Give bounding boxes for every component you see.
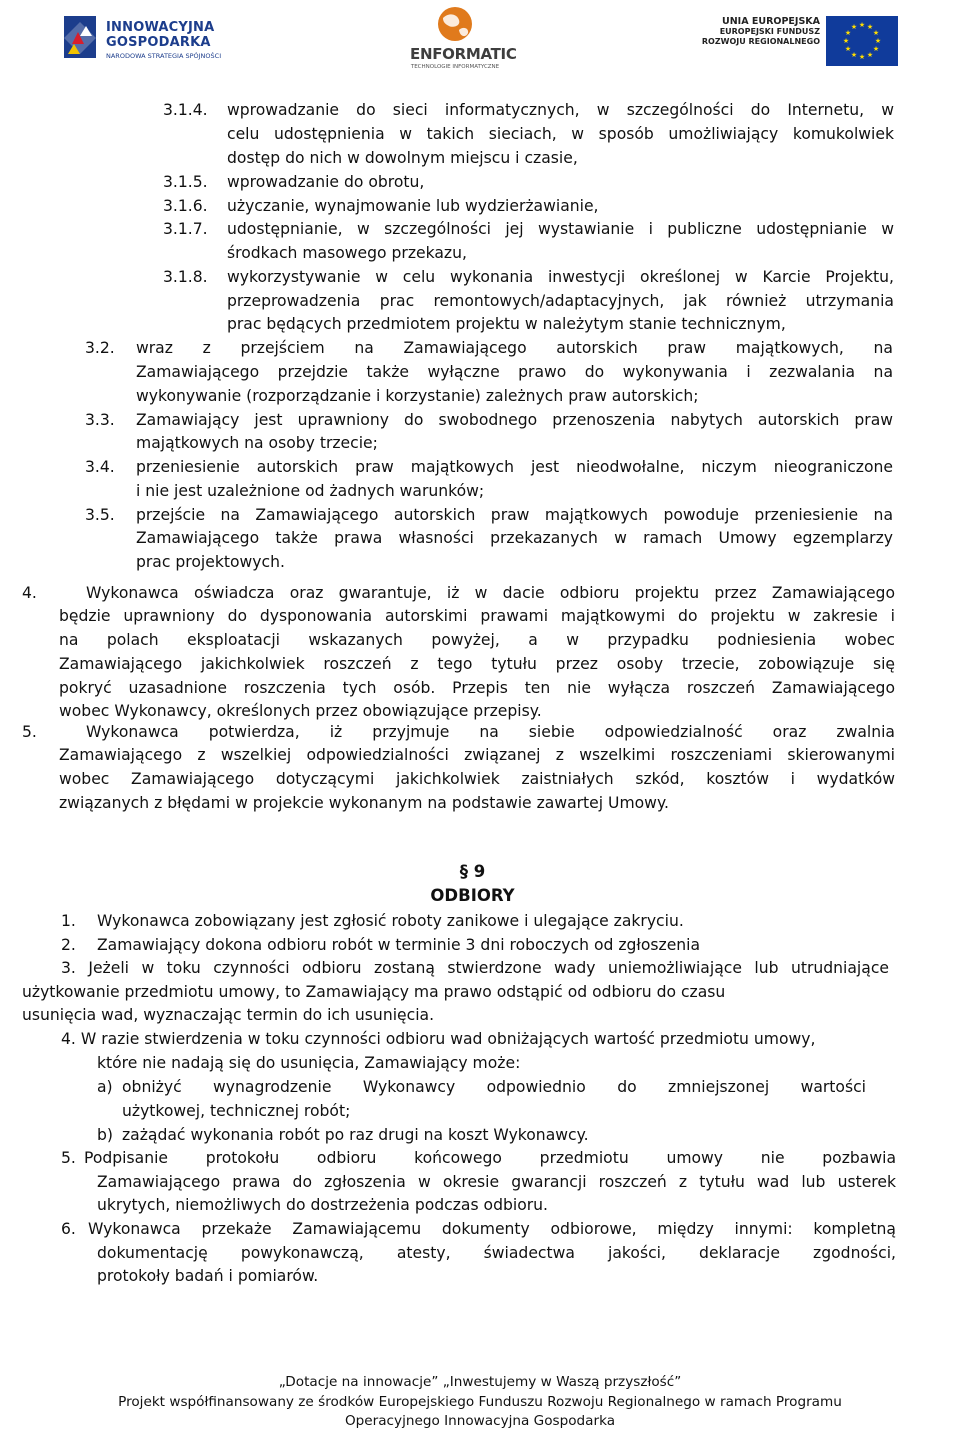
innowacyjna-gospodarka-logo: [60, 10, 230, 66]
svg-text:★: ★: [874, 37, 882, 45]
item-3-1-5-label: 3.1.5.: [163, 173, 208, 191]
ig-logo-line3: NARODOWA STRATEGIA SPÓJNOŚCI: [106, 52, 222, 60]
clause-4-line2: będzie uprawniony do dysponowania autorskimi prawami majątkowymi do projektu w zakresie i: [59, 607, 895, 625]
item-3-1-7-label: 3.1.7.: [163, 220, 208, 238]
clause-5-line4: związanych z błędami w projekcie wykonanym na podstawie zawartej Umowy.: [59, 794, 669, 812]
odbiory-item-4b-text: zażądać wykonania robót po raz drugi na koszt Wykonawcy.: [122, 1126, 589, 1144]
odbiory-item-5-label: 5.: [61, 1149, 76, 1167]
item-3-2-line1: wraz z przejściem na Zamawiającego autorskich praw majątkowych, na: [136, 339, 893, 357]
item-3-5-line2: Zamawiającego także prawa własności przekazanych w ramach Umowy egzemplarzy: [136, 529, 893, 547]
odbiory-item-6-line2: dokumentację powykonawczą, atesty, świadectwa jakości, deklaracje zgodności,: [97, 1244, 896, 1262]
clause-4-label: 4.: [22, 584, 37, 602]
eu-logo-line2: EUROPEJSKI FUNDUSZ: [719, 27, 820, 36]
odbiory-item-2-text: Zamawiający dokona odbioru robót w terminie 3 dni roboczych od zgłoszenia: [97, 936, 701, 954]
item-3-3-line2: majątkowych na osoby trzecie;: [136, 434, 378, 452]
clause-4-line4: Zamawiającego jakichkolwiek roszczeń z tego tytułu przez osoby trzecie, zobowiązuje się: [59, 655, 895, 673]
item-3-3-label: 3.3.: [85, 411, 115, 429]
svg-text:★: ★: [866, 51, 874, 59]
svg-text:★: ★: [872, 29, 880, 37]
odbiory-item-3-line1: 3. Jeżeli w toku czynności odbioru zostaną stwierdzone wady uniemożliwiające lub utrudniające: [61, 959, 889, 977]
footer-funding-line1: Projekt współfinansowany ze środków Europejskiego Funduszu Rozwoju Regionalnego w ramach Programu: [118, 1394, 842, 1410]
item-3-5-line3: prac projektowych.: [136, 553, 285, 571]
odbiory-item-4-line2: które nie nadają się do usunięcia, Zamawiający może:: [97, 1054, 521, 1072]
odbiory-item-3-line3: usunięcia wad, wyznaczając termin do ich usunięcia.: [22, 1006, 435, 1024]
clause-5-line1: Wykonawca potwierdza, iż przyjmuje na siebie odpowiedzialność oraz zwalnia: [86, 723, 895, 741]
enformatic-name: ENFORMATIC: [410, 45, 517, 63]
odbiory-item-3-line2: użytkowanie przedmiotu umowy, to Zamawiający ma prawo odstąpić od odbioru do czasu: [22, 983, 726, 1001]
section-9-paragraph-mark: § 9: [459, 862, 486, 881]
odbiory-item-4a-line2: użytkowej, technicznej robót;: [122, 1102, 351, 1120]
item-3-3-line1: Zamawiający jest uprawniony do swobodnego przenoszenia nabytych autorskich praw: [136, 411, 893, 429]
item-3-1-8-line2: przeprowadzenia prac remontowych/adaptacyjnych, jak również utrzymania: [227, 292, 894, 310]
odbiory-item-4b-label: b): [97, 1126, 113, 1144]
odbiory-item-4a-label: a): [97, 1078, 113, 1096]
svg-text:★: ★: [844, 29, 852, 37]
item-3-4-line2: i nie jest uzależnione od żadnych warunków;: [136, 482, 485, 500]
svg-text:★: ★: [842, 37, 850, 45]
item-3-1-8-label: 3.1.8.: [163, 268, 208, 286]
item-3-1-4-line2: celu udostępnienia w takich sieciach, w sposób umożliwiający komukolwiek: [227, 125, 894, 143]
odbiory-item-6-line3: protokoły badań i pomiarów.: [97, 1267, 319, 1285]
odbiory-item-5-line2: Zamawiającego prawa do zgłoszenia w okresie gwarancji roszczeń z tytułu wad lub usterek: [97, 1173, 896, 1191]
odbiory-item-1-text: Wykonawca zobowiązany jest zgłosić roboty zanikowe i ulegające zakryciu.: [97, 912, 684, 930]
enformatic-subtitle: TECHNOLOGIE INFORMATYCZNE: [410, 64, 500, 70]
svg-text:★: ★: [858, 53, 866, 61]
odbiory-item-5-line3: ukrytych, niemożliwych do dostrzeżenia podczas odbioru.: [97, 1196, 549, 1214]
eu-logo-line3: ROZWOJU REGIONALNEGO: [701, 37, 820, 46]
section-9-title: ODBIORY: [430, 886, 515, 905]
footer-slogan: „Dotacje na innowacje” „Inwestujemy w Waszą przyszłość”: [278, 1374, 682, 1390]
eu-logo-text: [700, 16, 820, 47]
svg-text:★: ★: [850, 23, 858, 31]
item-3-2-line3: wykonywanie (rozporządzanie i korzystanie) zależnych praw autorskich;: [136, 387, 699, 405]
clause-4-line1: Wykonawca oświadcza oraz gwarantuje, iż w dacie odbioru projektu przez Zamawiającego: [86, 584, 895, 602]
clause-4-line5: pokryć uzasadnione roszczenia tych osób. Przepis ten nie wyłącza roszczeń Zamawiającego: [59, 679, 895, 697]
svg-text:★: ★: [866, 23, 874, 31]
item-3-1-8-line1: wykorzystywanie w celu wykonania inwestycji określonej w Karcie Projektu,: [227, 268, 894, 286]
item-3-1-4-label: 3.1.4.: [163, 101, 208, 119]
eu-flag-icon: [826, 16, 898, 66]
clause-5-line2: Zamawiającego z wszelkiej odpowiedzialności związanej z wszelkimi roszczeniami skierowanymi: [59, 746, 895, 764]
eu-logo: [700, 16, 900, 66]
svg-text:★: ★: [872, 45, 880, 53]
globe-icon: [435, 4, 475, 44]
odbiory-item-4a-line1: obniżyć wynagrodzenie Wykonawcy odpowiednio do zmniejszonej wartości: [122, 1078, 866, 1096]
item-3-1-7-line2: środkach masowego przekazu,: [227, 244, 467, 262]
odbiory-item-1-label: 1.: [61, 912, 76, 930]
item-3-1-7-line1: udostępnianie, w szczególności jej wystawianie i publiczne udostępnianie w: [227, 220, 894, 238]
ig-logo-line2: GOSPODARKA: [106, 35, 211, 50]
eu-logo-line1: UNIA EUROPEJSKA: [722, 16, 820, 27]
ig-emblem-icon: [60, 14, 100, 60]
item-3-1-4-line1: wprowadzanie do sieci informatycznych, w szczególności do Internetu, w: [227, 101, 894, 119]
item-3-1-6-text: użyczanie, wynajmowanie lub wydzierżawianie,: [227, 197, 599, 215]
svg-text:★: ★: [844, 45, 852, 53]
odbiory-item-6-line1: Wykonawca przekaże Zamawiającemu dokumenty odbiorowe, między innymi: kompletną: [88, 1220, 896, 1238]
item-3-1-6-label: 3.1.6.: [163, 197, 208, 215]
item-3-4-line1: przeniesienie autorskich praw majątkowych jest nieodwołalne, niczym nieograniczone: [136, 458, 893, 476]
item-3-1-8-line3: prac będących przedmiotem projektu w należytym stanie technicznym,: [227, 315, 786, 333]
svg-text:★: ★: [850, 51, 858, 59]
odbiory-item-5-line1: Podpisanie protokołu odbioru końcowego przedmiotu umowy nie pozbawia: [84, 1149, 896, 1167]
ig-logo-line1: INNOWACYJNA: [106, 20, 215, 35]
odbiory-item-4-line1: 4. W razie stwierdzenia w toku czynności odbioru wad obniżających wartość przedmiotu umowy,: [61, 1030, 816, 1048]
item-3-2-line2: Zamawiającego przejdzie także wyłączne prawo do wykonywania i zezwalania na: [136, 363, 893, 381]
odbiory-item-2-label: 2.: [61, 936, 76, 954]
item-3-1-5-text: wprowadzanie do obrotu,: [227, 173, 425, 191]
item-3-5-line1: przejście na Zamawiającego autorskich praw majątkowych powoduje przeniesienie na: [136, 506, 893, 524]
odbiory-item-6-label: 6.: [61, 1220, 76, 1238]
clause-5-label: 5.: [22, 723, 37, 741]
footer-funding-line2: Operacyjnego Innowacyjna Gospodarka: [344, 1413, 616, 1429]
item-3-2-label: 3.2.: [85, 339, 115, 357]
item-3-4-label: 3.4.: [85, 458, 115, 476]
page-header: [0, 0, 960, 80]
item-3-1-4-line3: dostęp do nich w dowolnym miejscu i czasie,: [227, 149, 578, 167]
clause-4-line3: na polach eksploatacji wskazanych powyżej, a w przypadku podniesienia wobec: [59, 631, 895, 649]
item-3-5-label: 3.5.: [85, 506, 115, 524]
svg-text:★: ★: [858, 21, 866, 29]
clause-5-line3: wobec Zamawiającego dotyczącymi jakichkolwiek zaistniałych szkód, kosztów i wydatków: [59, 770, 895, 788]
enformatic-logo: [410, 4, 517, 74]
clause-4-line6: wobec Wykonawcy, określonych przez obowiązujące przepisy.: [59, 702, 542, 720]
